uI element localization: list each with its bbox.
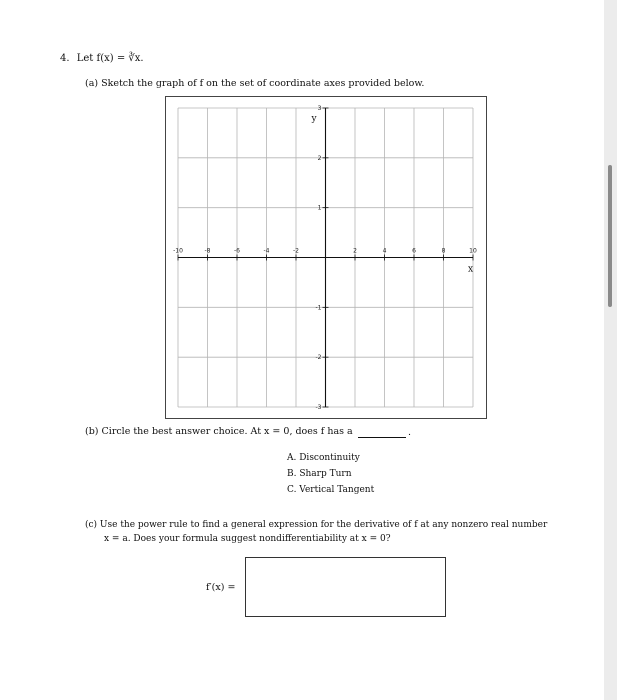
problem-number: 4. xyxy=(60,53,70,64)
x-axis-label: x xyxy=(468,264,474,275)
problem-statement: Let f(x) = ∛x. xyxy=(76,53,144,64)
x-tick-label: -2 xyxy=(293,247,299,255)
problem-title xyxy=(60,54,144,64)
answer-blank xyxy=(358,437,406,438)
part-c-prompt-line1: (c) Use the power rule to find a general expression for the derivative of f at any nonzero real number xyxy=(85,520,548,530)
x-tick-label: -4 xyxy=(263,247,270,255)
answer-choices xyxy=(287,450,374,498)
x-tick-label: 10 xyxy=(469,247,477,255)
x-tick-label: 2 xyxy=(353,247,357,255)
x-tick-label: -10 xyxy=(173,247,183,255)
y-tick-label: -1 xyxy=(315,304,322,312)
choice-c[interactable]: C. Vertical Tangent xyxy=(287,485,375,495)
y-tick-label: -3 xyxy=(315,404,322,411)
y-tick-label: -2 xyxy=(315,354,322,362)
x-tick-label: -6 xyxy=(234,247,240,255)
part-b-prompt: (b) Circle the best answer choice. At x = 0, does f has a xyxy=(85,426,353,437)
y-tick-label: 3 xyxy=(317,105,322,112)
part-a-prompt: (a) Sketch the graph of f on the set of coordinate axes provided below. xyxy=(85,78,425,89)
part-b-period: . xyxy=(408,427,412,438)
y-tick-label: 1 xyxy=(317,204,322,212)
derivative-label: f′(x) = xyxy=(206,582,236,593)
choice-b[interactable]: B. Sharp Turn xyxy=(287,469,352,479)
derivative-answer-box[interactable] xyxy=(245,557,446,617)
y-axis-label: y xyxy=(311,114,317,124)
choice-a[interactable]: A. Discontinuity xyxy=(287,453,360,463)
x-tick-label: -8 xyxy=(204,247,211,255)
x-tick-label: 4 xyxy=(382,247,387,255)
x-tick-label: 8 xyxy=(441,247,446,255)
y-tick-label: 2 xyxy=(317,154,322,162)
part-c-prompt-line2: x = a. Does your formula suggest nondifferentiability at x = 0? xyxy=(104,534,391,544)
scrollbar-thumb[interactable] xyxy=(608,165,612,307)
x-tick-label: 6 xyxy=(412,247,416,255)
coordinate-grid xyxy=(165,96,487,419)
